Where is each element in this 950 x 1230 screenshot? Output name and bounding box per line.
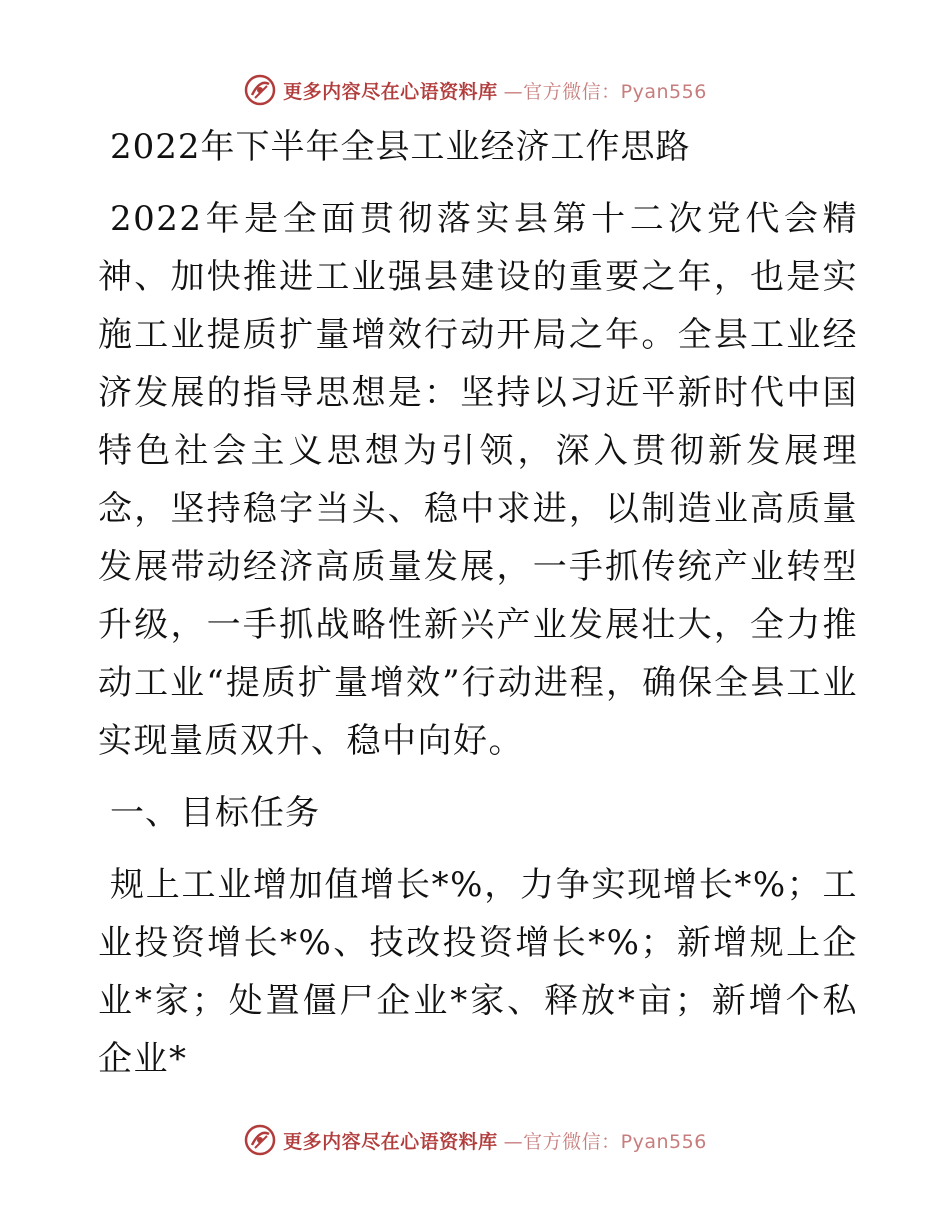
watermark-sub-text: —官方微信：Pyan556 [503,80,707,103]
section-heading: 一、目标任务 [110,793,320,833]
watermark-footer [0,1120,950,1160]
watermark-logo-icon [243,73,277,107]
document-body [98,118,858,1102]
watermark-main-text: 更多内容尽在心语资料库 [283,1130,498,1153]
intro-paragraph: 2022年是全面贯彻落实县第十二次党代会精神、加快推进工业强县建设的重要之年，也是实施工业提质扩量增效行动开局之年。全县工业经济发展的指导思想是：坚持以习近平新时代中国特色社会主义思想为引领，深入贯彻新发展理念，坚持稳字当头、稳中求进，以制造业高质量发展带动经济高质量发展，一手抓传统产业转型升级，一手抓战略性新兴产业发展壮大，全力推动工业“提质扩量增效”行动进程，确保全县工业实现量质双升、稳中向好。 [98,199,858,761]
watermark-sub-text: —官方微信：Pyan556 [503,1130,707,1153]
section-paragraph: 规上工业增加值增长*%，力争实现增长*%；工业投资增长*%、技改投资增长*%；新增规上企业*家；处置僵尸企业*家、释放*亩；新增个私企业* [98,865,858,1079]
watermark-logo-icon [243,1123,277,1157]
watermark-main-text: 更多内容尽在心语资料库 [283,80,498,103]
document-title: 2022年下半年全县工业经济工作思路 [110,127,691,167]
watermark-header [0,70,950,110]
